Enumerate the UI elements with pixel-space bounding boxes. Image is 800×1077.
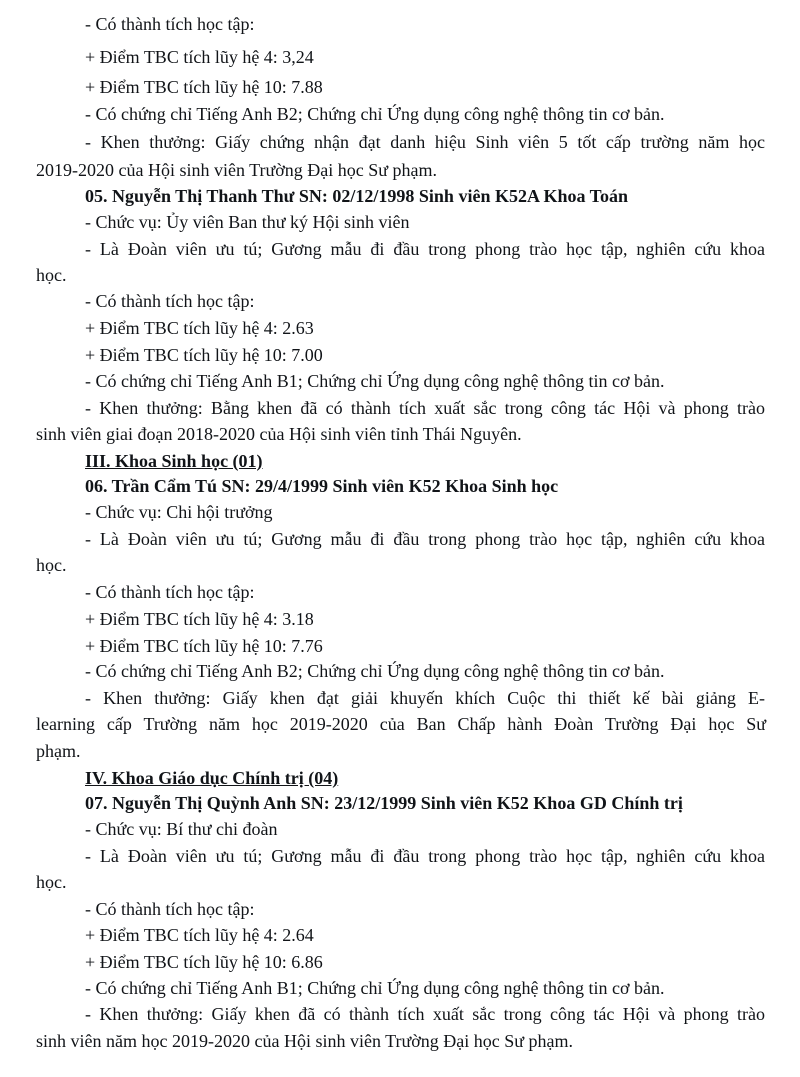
student-heading-05: 05. Nguyễn Thị Thanh Thư SN: 02/12/1998 Sinh viên K52A Khoa Toán (85, 186, 629, 206)
certificate-line: - Có chứng chỉ Tiếng Anh B2; Chứng chỉ Ứng dụng công nghệ thông tin cơ bản. (85, 661, 665, 681)
gpa-scale-10-line: + Điểm TBC tích lũy hệ 10: 7.00 (85, 345, 323, 365)
student-heading-06: 06. Trần Cẩm Tú SN: 29/4/1999 Sinh viên K52 Khoa Sinh học (85, 476, 559, 496)
gpa-scale-4-line: + Điểm TBC tích lũy hệ 4: 2.64 (85, 925, 314, 945)
award-line-end: phạm. (36, 741, 81, 761)
academic-achievement-line: - Có thành tích học tập: (85, 291, 255, 311)
certificate-line: - Có chứng chỉ Tiếng Anh B1; Chứng chỉ Ứng dụng công nghệ thông tin cơ bản. (85, 978, 665, 998)
gpa-scale-10-line: + Điểm TBC tích lũy hệ 10: 7.76 (85, 636, 323, 656)
merit-line-continued: học. (36, 555, 67, 575)
gpa-scale-4-line: + Điểm TBC tích lũy hệ 4: 3,24 (85, 47, 314, 67)
academic-achievement-line: - Có thành tích học tập: (85, 14, 255, 34)
student-heading-07: 07. Nguyễn Thị Quỳnh Anh SN: 23/12/1999 Sinh viên K52 Khoa GD Chính trị (85, 793, 683, 813)
award-line: - Khen thưởng: Giấy khen đạt giải khuyến khích Cuộc thi thiết kế bài giảng E- (85, 688, 765, 708)
position-line: - Chức vụ: Ủy viên Ban thư ký Hội sinh viên (85, 212, 410, 232)
position-line: - Chức vụ: Chi hội trưởng (85, 502, 273, 522)
gpa-scale-4-line: + Điểm TBC tích lũy hệ 4: 3.18 (85, 609, 314, 629)
merit-line: - Là Đoàn viên ưu tú; Gương mẫu đi đầu trong phong trào học tập, nghiên cứu khoa (85, 529, 765, 549)
academic-achievement-line: - Có thành tích học tập: (85, 899, 255, 919)
section-heading-biology: III. Khoa Sinh học (01) (85, 451, 263, 471)
merit-line: - Là Đoàn viên ưu tú; Gương mẫu đi đầu trong phong trào học tập, nghiên cứu khoa (85, 846, 765, 866)
award-line-continued: learning cấp Trường năm học 2019-2020 của Ban Chấp hành Đoàn Trường Đại học Sư (36, 714, 766, 734)
gpa-scale-4-line: + Điểm TBC tích lũy hệ 4: 2.63 (85, 318, 314, 338)
position-line: - Chức vụ: Bí thư chi đoàn (85, 819, 278, 839)
award-line: - Khen thưởng: Bằng khen đã có thành tích xuất sắc trong công tác Hội và phong trào (85, 398, 765, 418)
merit-line: - Là Đoàn viên ưu tú; Gương mẫu đi đầu trong phong trào học tập, nghiên cứu khoa (85, 239, 765, 259)
award-line-continued: sinh viên năm học 2019-2020 của Hội sinh viên Trường Đại học Sư phạm. (36, 1031, 573, 1051)
certificate-line: - Có chứng chỉ Tiếng Anh B1; Chứng chỉ Ứng dụng công nghệ thông tin cơ bản. (85, 371, 665, 391)
academic-achievement-line: - Có thành tích học tập: (85, 582, 255, 602)
gpa-scale-10-line: + Điểm TBC tích lũy hệ 10: 6.86 (85, 952, 323, 972)
merit-line-continued: học. (36, 265, 67, 285)
section-heading-political-education: IV. Khoa Giáo dục Chính trị (04) (85, 768, 339, 788)
award-line: - Khen thưởng: Giấy khen đã có thành tích xuất sắc trong công tác Hội và phong trào (85, 1004, 765, 1024)
gpa-scale-10-line: + Điểm TBC tích lũy hệ 10: 7.88 (85, 77, 323, 97)
award-line-continued: sinh viên giai đoạn 2018-2020 của Hội sinh viên tỉnh Thái Nguyên. (36, 424, 522, 444)
certificate-line: - Có chứng chỉ Tiếng Anh B2; Chứng chỉ Ứng dụng công nghệ thông tin cơ bản. (85, 104, 665, 124)
merit-line-continued: học. (36, 872, 67, 892)
award-line: - Khen thưởng: Giấy chứng nhận đạt danh hiệu Sinh viên 5 tốt cấp trường năm học (85, 132, 765, 152)
award-line-continued: 2019-2020 của Hội sinh viên Trường Đại học Sư phạm. (36, 160, 438, 180)
